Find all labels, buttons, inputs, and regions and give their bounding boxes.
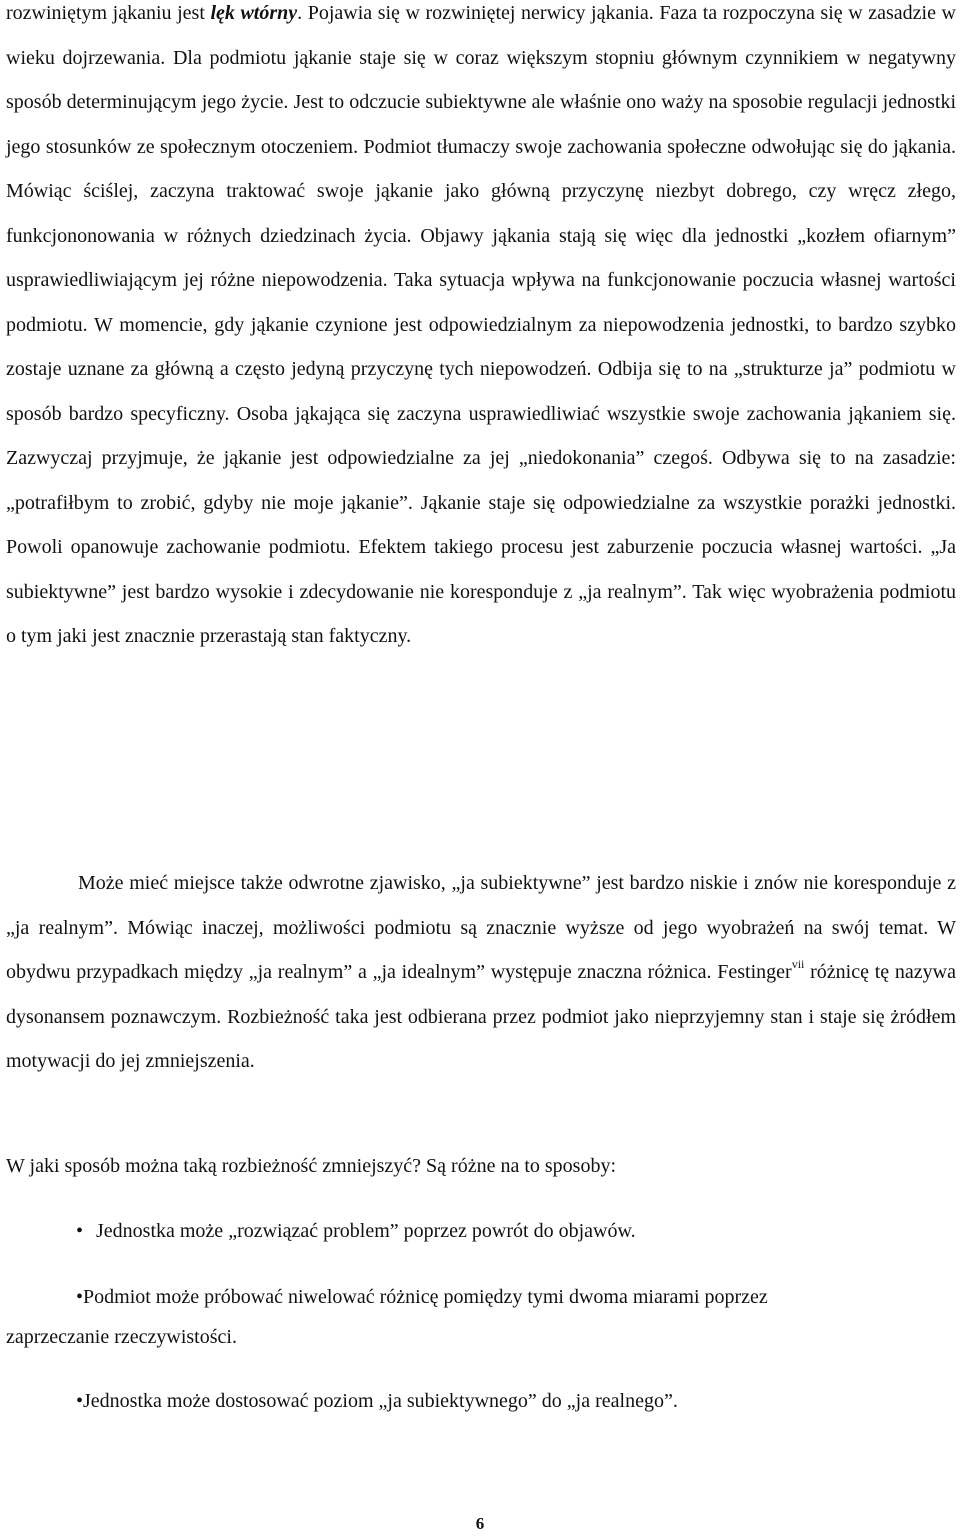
bullet-text-2: Podmiot może próbować niwelować różnicę pomiędzy tymi dwoma miarami poprzez <box>83 1286 768 1308</box>
paragraph-2-rest: różnicę tę nazywa dysonansem poznawczym. Rozbieżność taka jest odbierana przez podmiot jako nieprzyjemny stan i staje się żródłem motywacji do jej zmniejszenia. <box>6 961 956 1072</box>
paragraph-2 <box>6 861 956 1084</box>
footnote-ref[interactable]: vii <box>791 957 805 971</box>
page-number: 6 <box>475 1514 485 1533</box>
bullet-item-3 <box>76 1379 956 1424</box>
bullet-text-1: Jednostka może „rozwiązać problem” poprzez powrót do objawów. <box>96 1220 636 1242</box>
bullet-icon: • <box>76 1390 84 1412</box>
bullet-text-3: Jednostka może dostosować poziom „ja subiektywnego” do „ja realnego”. <box>83 1390 678 1412</box>
bullet-item-2 <box>76 1275 956 1320</box>
paragraph-1-intro: rozwiniętym jąkaniu jest <box>6 2 211 24</box>
bullet-item-2-continuation: zaprzeczanie rzeczywistości. <box>6 1326 237 1348</box>
bullet-icon: • <box>76 1286 84 1308</box>
paragraph-1-body: . Pojawia się w rozwiniętej nerwicy jąkania. Faza ta rozpoczyna się w zasadzie w wieku dojrzewania. Dla podmiotu jąkanie staje się w coraz większym stopniu głównym czynnikiem w negatywny sposób determinującym jego życie. Jest to odczucie subiektywne ale właśnie ono waży na sposobie regulacji jednostki jego stosunków ze społecznym otoczeniem. Podmiot tłumaczy swoje zachowania społeczne odwołując się do jąkania. Mówiąc ściślej, zaczyna traktować swoje jąkanie jako główną przyczynę niezbyt dobrego, czy wręcz złego, funkcjononowania w różnych dziedzinach życia. Objawy jąkania stają się więc dla jednostki „kozłem ofiarnym” usprawiedliwiającym jej różne niepowodzenia. Taka sytuacja wpływa na funkcjonowanie poczucia własnej wartości podmiotu. W momencie, gdy jąkanie czynione jest odpowiedzialnym za niepowodzenia jednostki, to bardzo szybko zostaje uznane za główną a często jedyną przyczynę tych niepowodzeń. Odbija się to na „strukturze ja” podmiotu w sposób bardzo specyficzny. Osoba jąkająca się zaczyna usprawiedliwiać wszystkie swoje zachowania jąkaniem się. Zazwyczaj przyjmuje, że jąkanie jest odpowiedzialne za jej „niedokonania” czegoś. Odbywa się to na zasadzie: „potrafiłbym to zrobić, gdyby nie moje jąkanie”. Jąkanie staje się odpowiedzialne za wszystkie porażki jednostki. Powoli opanowuje zachowanie podmiotu. Efektem takiego procesu jest zaburzenie poczucia własnej wartości. „Ja subiektywne” jest bardzo wysokie i zdecydowanie nie koresponduje z „ja realnym”. Tak więc wyobrażenia podmiotu o tym jaki jest znacznie przerastają stan faktyczny. <box>6 2 956 647</box>
bullet-icon: • <box>76 1220 84 1242</box>
paragraph-2-body: Może mieć miejsce także odwrotne zjawisko, „ja subiektywne” jest bardzo niskie i znów nie koresponduje z „ja realnym”. Mówiąc inaczej, możliwości podmiotu są znacznie wyższe od jego wyobrażeń na swój temat. W obydwu przypadkach między „ja realnym” a „ja idealnym” występuje znaczna różnica. Festinger <box>6 872 956 983</box>
paragraph-1 <box>6 0 956 659</box>
bullet-item-1 <box>76 1209 956 1254</box>
question-line: W jaki sposób można taką rozbieżność zmniejszyć? Są różne na to sposoby: <box>6 1155 617 1177</box>
emphasis-text: lęk wtórny <box>210 2 298 24</box>
